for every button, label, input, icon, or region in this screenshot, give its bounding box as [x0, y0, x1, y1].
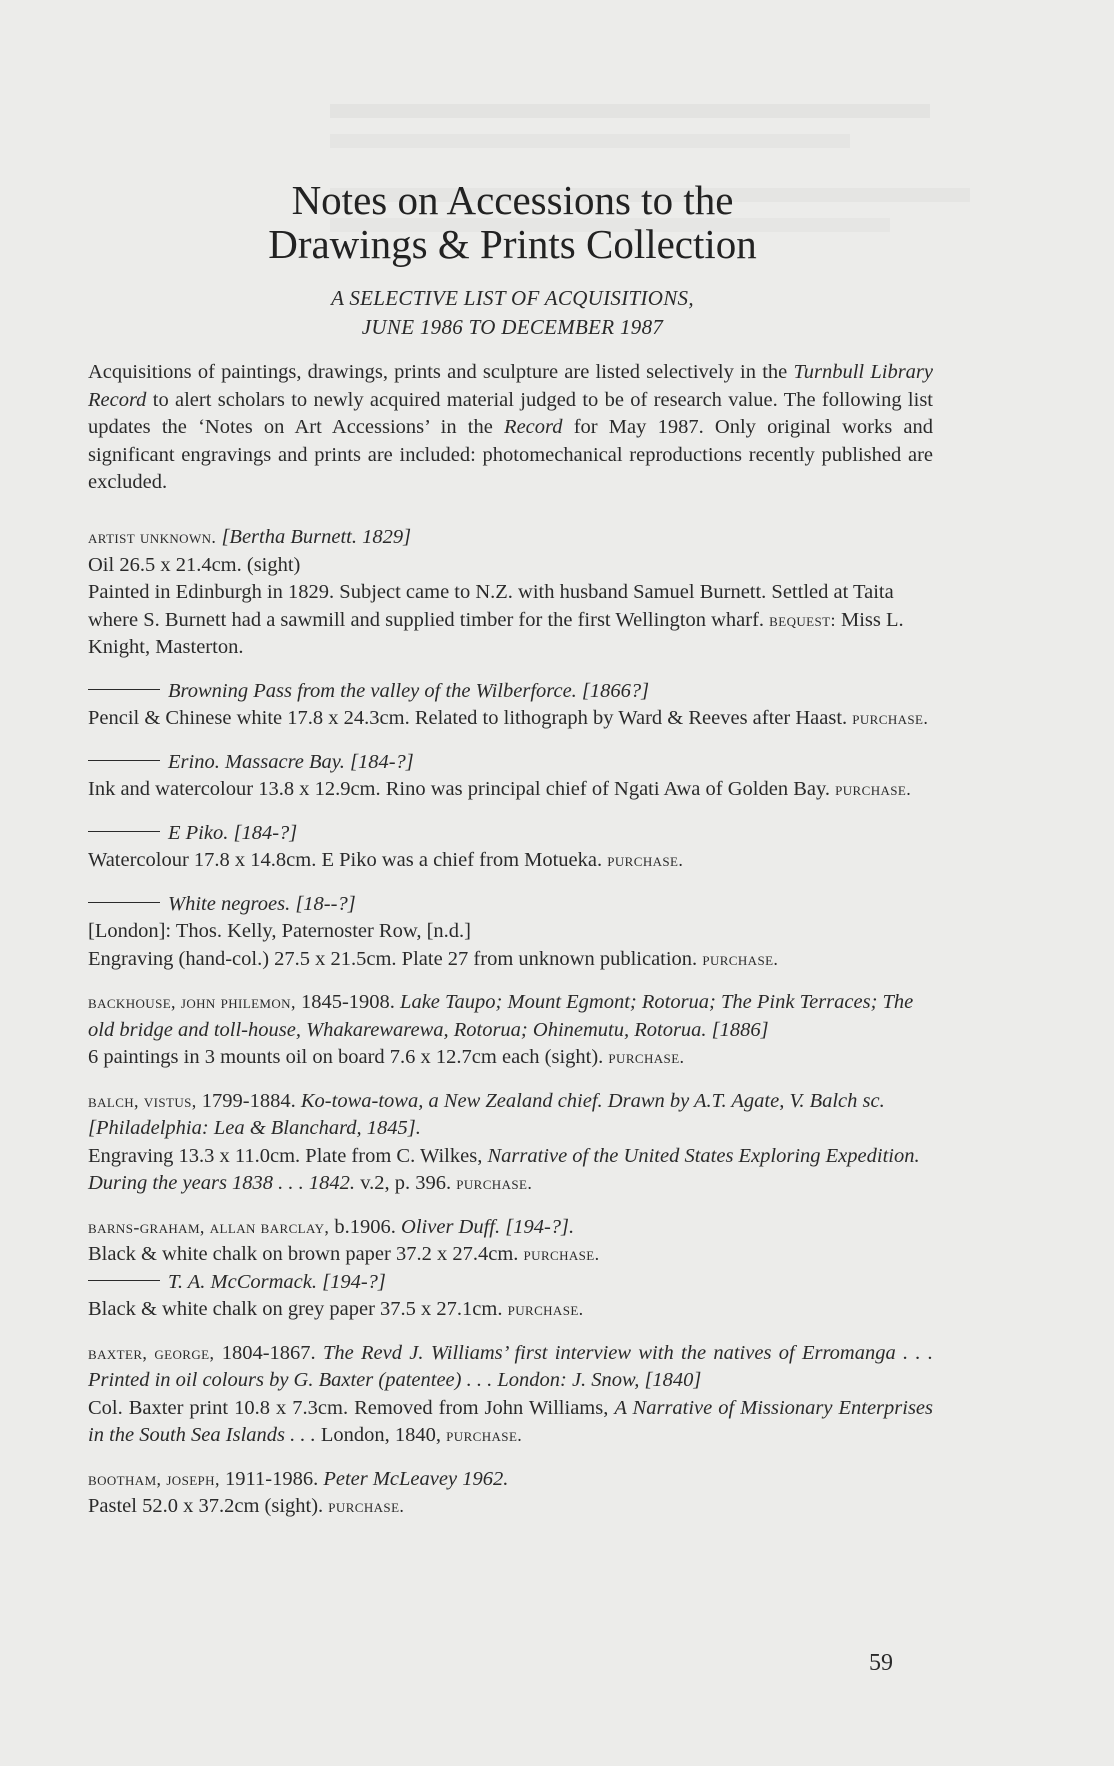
ditto-dash: [88, 831, 160, 832]
list-item: T. A. McCormack. [194-?] Black & white chalk on grey paper 37.5 x 27.1cm. purchase.: [88, 1270, 584, 1320]
list-item: artist unknown. [Bertha Burnett. 1829] Oil 26.5 x 21.4cm. (sight) Painted in Edinburgh in 1829. Subject came to N.Z. with husband Samuel Burnett. Settled at Taita where S. Burnett had a sawmill and supplied timber for the first Wellington wharf. bequest: Miss L. Knight, Masterton.: [88, 526, 904, 658]
ditto-dash: [88, 760, 160, 761]
page-number: 59: [869, 1650, 893, 1676]
list-item: balch, vistus, 1799-1884. Ko-towa-towa, a New Zealand chief. Drawn by A.T. Agate, V. Balch sc. [Philadelphia: Lea & Blanchard, 1845]. Engraving 13.3 x 11.0cm. Plate from C. Wilkes, Narrative of the United States Exploring Expedition. During the years 1838 . . . 1842. v.2, p. 396. purchase.: [88, 1089, 920, 1194]
list-item: bootham, joseph, 1911-1986. Peter McLeavey 1962. Pastel 52.0 x 37.2cm (sight). purchase.: [88, 1467, 509, 1517]
list-item: backhouse, john philemon, 1845-1908. Lake Taupo; Mount Egmont; Rotorua; The Pink Terraces; The old bridge and toll-house, Whakarewarewa, Rotorua; Ohinemutu, Rotorua. [1886] 6 paintings in 3 mounts oil on board 7.6 x 12.7cm each (sight). purchase.: [88, 991, 914, 1068]
page-title: Notes on Accessions to the Drawings & Prints Collection: [268, 177, 757, 267]
list-item: Browning Pass from the valley of the Wilberforce. [1866?] Pencil & Chinese white 17.8 x 24.3cm. Related to lithograph by Ward & Reeves after Haast. purchase.: [88, 679, 929, 729]
accessions-list: [88, 524, 933, 1537]
page-subtitle: A SELECTIVE LIST OF ACQUISITIONS, JUNE 1986 TO DECEMBER 1987: [331, 286, 694, 339]
list-item: barns-graham, allan barclay, b.1906. Oliver Duff. [194-?]. Black & white chalk on brown paper 37.2 x 27.4cm. purchase.: [88, 1215, 600, 1265]
intro-paragraph: Acquisitions of paintings, drawings, prints and sculpture are listed selectively in the Turnbull Library Record to alert scholars to newly acquired material judged to be of research value. The following list updates the ‘Notes on Art Accessions’ in the Record for May 1987. Only original works and significant engravings and prints are included: photomechanical reproductions recently published are excluded.: [88, 361, 933, 493]
ditto-dash: [88, 1280, 160, 1281]
list-item: Erino. Massacre Bay. [184-?] Ink and watercolour 13.8 x 12.9cm. Rino was principal chief of Ngati Awa of Golden Bay. purchase.: [88, 750, 912, 800]
list-item: baxter, george, 1804-1867. The Revd J. Williams’ first interview with the natives of Erromanga . . . Printed in oil colours by G. Baxter (patentee) . . . London: J. Snow, [1840] Col. Baxter print 10.8 x 7.3cm. Removed from John Williams, A Narrative of Missionary Enterprises in the South Sea Islands . . . London, 1840, purchase.: [88, 1341, 934, 1446]
list-item: E Piko. [184-?] Watercolour 17.8 x 14.8cm. E Piko was a chief from Motueka. purchase.: [88, 821, 684, 871]
ditto-dash: [88, 689, 160, 690]
list-item: White negroes. [18--?] [London]: Thos. Kelly, Paternoster Row, [n.d.] Engraving (hand-col.) 27.5 x 21.5cm. Plate 27 from unknown publication. purchase.: [88, 892, 779, 970]
ditto-dash: [88, 902, 160, 903]
